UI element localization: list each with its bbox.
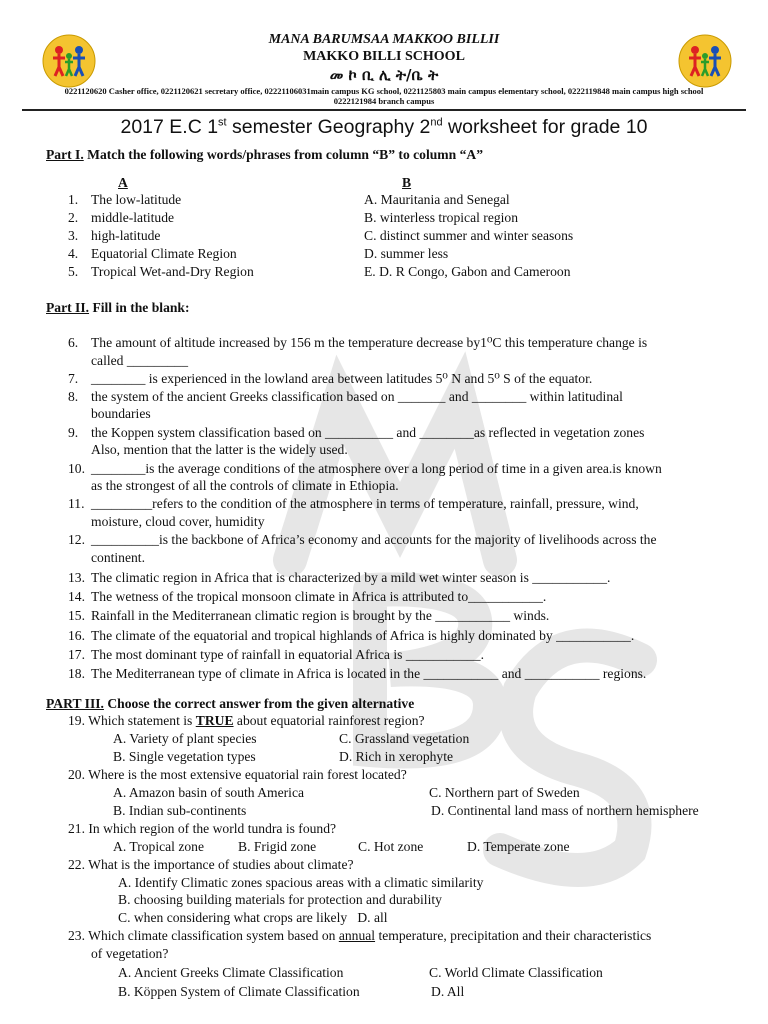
option-d: D. Rich in xerophyte — [339, 749, 454, 764]
fill-line: The amount of altitude increased by 156 m the temperature decrease by1⁰C this temperature change is — [91, 335, 648, 350]
question-23-cont: of vegetation? — [91, 946, 169, 961]
match-num: 4. — [68, 246, 79, 261]
fill-line: The wetness of the tropical monsoon climate in Africa is attributed to___________. — [91, 589, 547, 604]
fill-line: Also, mention that the latter is the widely used. — [91, 442, 348, 457]
match-a: middle-latitude — [91, 210, 175, 225]
match-num: 5. — [68, 264, 79, 279]
fill-num: 11. — [68, 496, 85, 511]
column-a-header: A — [118, 175, 128, 190]
header-divider — [22, 109, 746, 111]
column-b-header: B — [402, 175, 412, 190]
match-num: 2. — [68, 210, 79, 225]
fill-line: ________is the average conditions of the atmosphere over a long period of time in a given area.is known — [91, 461, 662, 476]
fill-line: boundaries — [91, 406, 151, 421]
option-b: B. choosing building materials for protection and durability — [118, 892, 442, 907]
fill-num: 14. — [68, 589, 85, 604]
fill-line: the Koppen system classification based on __________ and ________as reflected in vegetation zones — [91, 425, 645, 440]
option-c: C. Grassland vegetation — [339, 731, 470, 746]
fill-num: 15. — [68, 608, 85, 623]
option-c: C. when considering what crops are likely D. all — [118, 910, 388, 925]
question-22: 22. What is the importance of studies about climate? — [68, 857, 354, 872]
match-b: E. D. R Congo, Gabon and Cameroon — [364, 264, 571, 279]
option-b: B. Indian sub-continents — [113, 803, 247, 818]
school-name-amharic: መ ኮ ቢ ሊ ት/ቤ ት — [329, 66, 439, 84]
option-c: C. Northern part of Sweden — [429, 785, 580, 800]
fill-line: called _________ — [91, 353, 189, 368]
question-19: 19. Which statement is TRUE about equatorial rainforest region? — [68, 713, 425, 728]
option-d: D. Temperate zone — [467, 839, 570, 854]
fill-num: 9. — [68, 425, 79, 440]
fill-num: 10. — [68, 461, 85, 476]
option-a: A. Ancient Greeks Climate Classification — [118, 965, 344, 980]
fill-line: as the strongest of all the controls of climate in Ethiopia. — [91, 478, 399, 493]
question-23: 23. Which climate classification system based on annual temperature, precipitation and their characteristics — [68, 928, 652, 943]
option-a: A. Tropical zone — [113, 839, 204, 854]
match-num: 3. — [68, 228, 79, 243]
fill-line: moisture, cloud cover, humidity — [91, 514, 265, 529]
match-a: Tropical Wet-and-Dry Region — [91, 264, 254, 279]
option-c: C. Hot zone — [358, 839, 424, 854]
part2-heading: Part II. Fill in the blank: — [46, 300, 190, 315]
fill-num: 16. — [68, 628, 85, 643]
match-a: high-latitude — [91, 228, 161, 243]
match-b: D. summer less — [364, 246, 449, 261]
fill-line: The climatic region in Africa that is characterized by a mild wet winter season is ___________. — [91, 570, 611, 585]
school-name-english: MAKKO BILLI SCHOOL — [303, 49, 465, 64]
option-a: A. Variety of plant species — [113, 731, 257, 746]
match-a: The low-latitude — [91, 192, 182, 207]
match-num: 1. — [68, 192, 79, 207]
option-d: D. Continental land mass of northern hemisphere — [431, 803, 699, 818]
fill-num: 12. — [68, 532, 85, 547]
fill-line: __________is the backbone of Africa’s economy and accounts for the majority of livelihoods across the — [91, 532, 657, 547]
fill-num: 18. — [68, 666, 85, 681]
option-b: B. Köppen System of Climate Classification — [118, 984, 360, 999]
match-b: C. distinct summer and winter seasons — [364, 228, 574, 243]
fill-line: Rainfall in the Mediterranean climatic region is brought by the ___________ winds. — [91, 608, 550, 623]
fill-num: 6. — [68, 335, 79, 350]
match-a: Equatorial Climate Region — [91, 246, 237, 261]
option-b: B. Single vegetation types — [113, 749, 256, 764]
match-b: A. Mauritania and Senegal — [364, 192, 510, 207]
fill-line: ________ is experienced in the lowland area between latitudes 5⁰ N and 5⁰ S of the equator. — [91, 371, 593, 386]
fill-num: 7. — [68, 371, 79, 386]
fill-line: _________refers to the condition of the atmosphere in terms of temperature, rainfall, pressure, wind, — [91, 496, 639, 511]
fill-num: 8. — [68, 389, 79, 404]
fill-line: The climate of the equatorial and tropical highlands of Africa is highly dominated by ___________. — [91, 628, 635, 643]
fill-num: 13. — [68, 570, 85, 585]
question-20: 20. Where is the most extensive equatorial rain forest located? — [68, 767, 407, 782]
match-b: B. winterless tropical region — [364, 210, 519, 225]
option-d: D. All — [431, 984, 465, 999]
option-b: B. Frigid zone — [238, 839, 317, 854]
fill-line: continent. — [91, 550, 145, 565]
fill-num: 17. — [68, 647, 85, 662]
fill-line: the system of the ancient Greeks classification based on _______ and ________ within latitudinal — [91, 389, 623, 404]
fill-line: The most dominant type of rainfall in equatorial Africa is ___________. — [91, 647, 484, 662]
option-a: A. Amazon basin of south America — [113, 785, 305, 800]
part1-heading: Part I. Match the following words/phrases from column “B” to column “A” — [46, 147, 483, 162]
question-21: 21. In which region of the world tundra is found? — [68, 821, 337, 836]
fill-line: The Mediterranean type of climate in Africa is located in the ___________ and ___________ regions. — [91, 666, 647, 681]
contact-numbers: 0221120620 Casher office, 0221120621 secretary office, 02221106031main campus KG school, 0221125803 main campus elementary school, 0222119848 main campus high school 0222121984 branch campus — [64, 86, 704, 106]
option-c: C. World Climate Classification — [429, 965, 603, 980]
option-a: A. Identify Climatic zones spacious areas with a climatic similarity — [118, 875, 484, 890]
school-name-oromo: MANA BARUMSAA MAKKOO BILLII — [268, 32, 500, 47]
worksheet-title: 2017 E.C 1st semester Geography 2nd worksheet for grade 10 — [120, 116, 648, 138]
part3-heading: PART III. Choose the correct answer from the given alternative — [46, 696, 415, 711]
